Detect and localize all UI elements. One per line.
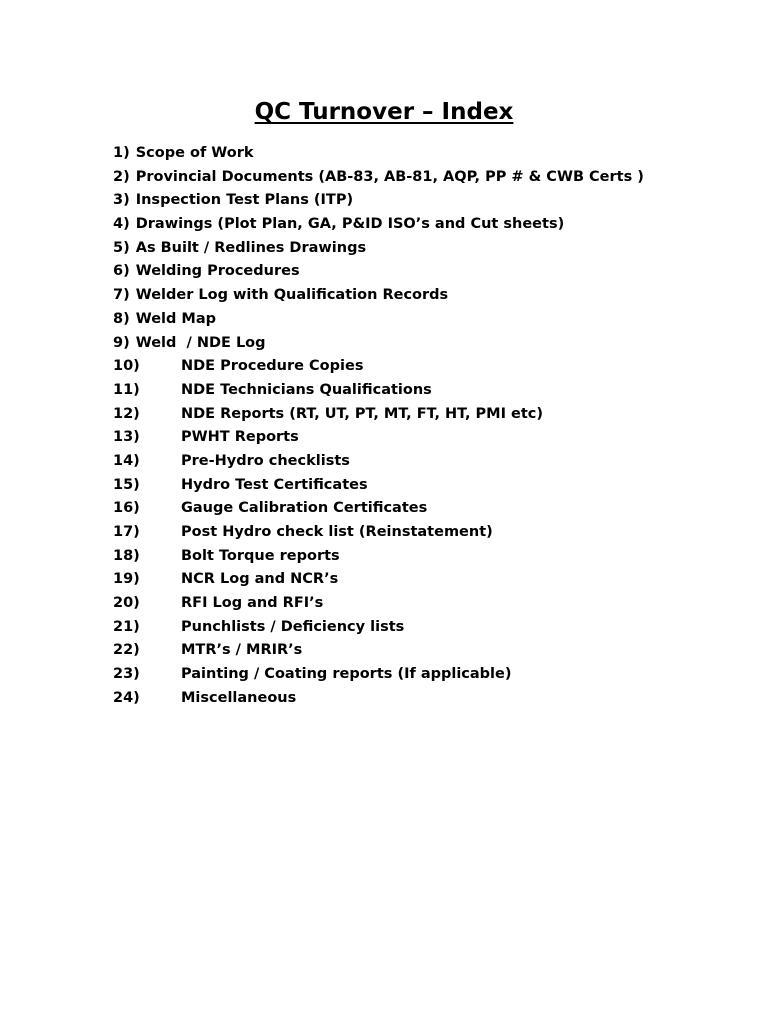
item-text: Post Hydro check list (Reinstatement) — [181, 524, 493, 540]
list-item — [113, 379, 644, 403]
item-text: Inspection Test Plans (ITP) — [135, 192, 354, 209]
list-item — [113, 497, 644, 521]
item-text: Miscellaneous — [181, 689, 297, 706]
list-item — [113, 450, 644, 474]
item-number: 1) — [113, 145, 130, 161]
item-text: Punchlists / Deficiency lists — [181, 618, 405, 635]
item-number: 14) — [113, 452, 140, 469]
list-item — [113, 237, 644, 261]
item-text: NDE Technicians Qualifications — [181, 381, 432, 398]
item-number: 22) — [113, 642, 140, 659]
list-item — [113, 474, 644, 498]
item-number: 23) — [113, 666, 140, 683]
list-item — [113, 568, 644, 592]
item-number: 2) — [113, 168, 130, 185]
item-text: Weld / NDE Log — [135, 334, 266, 351]
list-item — [113, 687, 644, 711]
item-number: 16) — [113, 500, 140, 517]
index-list — [113, 142, 644, 711]
item-text: As Built / Redlines Drawings — [135, 239, 367, 256]
item-text: NCR Log and NCR’s — [181, 571, 339, 588]
item-number: 11) — [113, 381, 140, 398]
item-number: 8) — [113, 310, 130, 327]
list-item — [113, 663, 644, 687]
item-text: Bolt Torque reports — [181, 547, 340, 564]
item-text: Painting / Coating reports (If applicable) — [181, 666, 512, 683]
item-text: Pre-Hydro checklists — [181, 452, 350, 469]
item-text: Provincial Documents (AB-83, AB-81, AQP, PP # & CWB Certs ) — [135, 168, 644, 185]
item-number: 21) — [113, 618, 140, 635]
item-number: 10) — [113, 358, 140, 375]
item-text: Scope of Work — [135, 145, 254, 161]
item-number: 9) — [113, 334, 130, 351]
item-number: 18) — [113, 547, 140, 564]
item-number: 3) — [113, 192, 130, 209]
item-text: Weld Map — [135, 310, 217, 327]
list-item — [113, 616, 644, 640]
item-text: Drawings (Plot Plan, GA, P&ID ISO’s and Cut sheets) — [135, 216, 565, 233]
list-item — [113, 332, 644, 356]
item-number: 13) — [113, 429, 140, 446]
item-number: 24) — [113, 689, 140, 706]
item-number: 15) — [113, 476, 140, 493]
item-number: 20) — [113, 595, 140, 612]
list-item — [113, 189, 644, 213]
item-text: NDE Procedure Copies — [181, 358, 364, 375]
item-text: Hydro Test Certificates — [181, 476, 368, 493]
item-text: RFI Log and RFI’s — [181, 595, 324, 612]
list-item — [113, 545, 644, 569]
list-item — [113, 355, 644, 379]
item-number: 7) — [113, 287, 130, 304]
list-item — [113, 308, 644, 332]
list-item — [113, 592, 644, 616]
list-item — [113, 142, 644, 166]
list-item — [113, 521, 644, 545]
item-number: 17) — [113, 524, 140, 540]
list-item — [113, 213, 644, 237]
item-number: 4) — [113, 216, 130, 233]
item-text: Welding Procedures — [135, 263, 300, 280]
list-item — [113, 426, 644, 450]
list-item — [113, 260, 644, 284]
item-text: Gauge Calibration Certificates — [181, 500, 428, 517]
page-title: QC Turnover – Index — [254, 99, 514, 125]
item-number: 12) — [113, 405, 140, 422]
list-item — [113, 403, 644, 427]
list-item — [113, 639, 644, 663]
item-text: MTR’s / MRIR’s — [181, 642, 303, 659]
list-item — [113, 166, 644, 190]
item-number: 5) — [113, 239, 130, 256]
item-number: 19) — [113, 571, 140, 588]
list-item — [113, 284, 644, 308]
item-number: 6) — [113, 263, 130, 280]
item-text: PWHT Reports — [181, 429, 299, 446]
item-text: NDE Reports (RT, UT, PT, MT, FT, HT, PMI etc) — [181, 405, 544, 422]
item-text: Welder Log with Qualification Records — [135, 287, 449, 304]
